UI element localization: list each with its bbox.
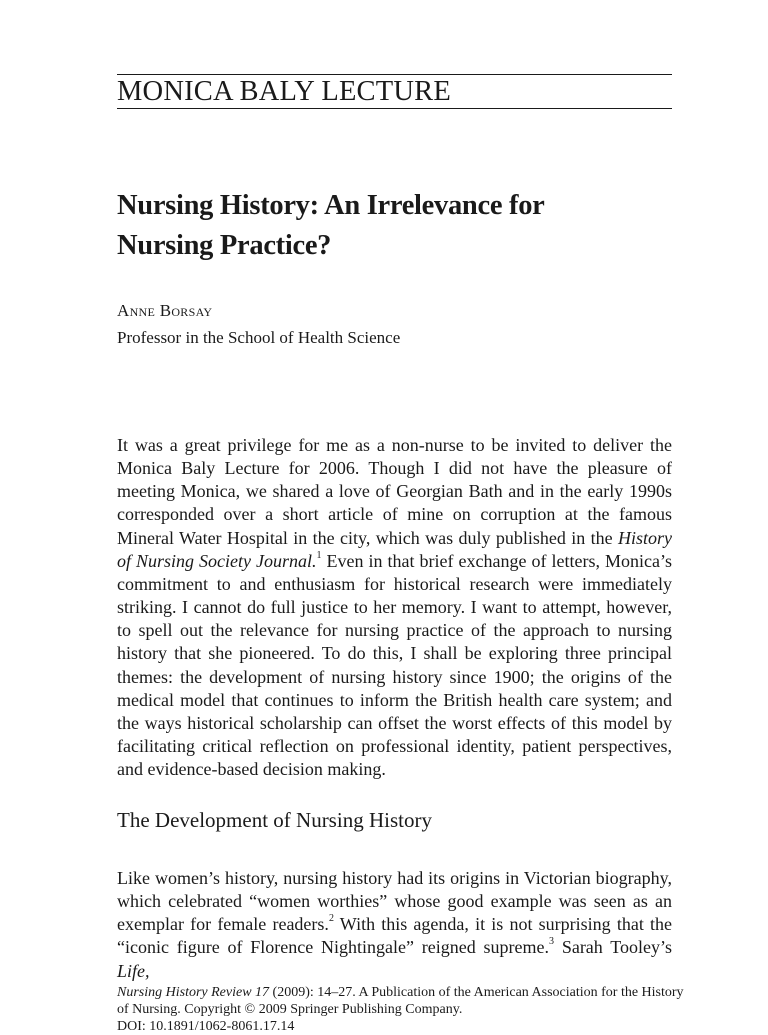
citation-journal: Nursing History Review 17 — [117, 985, 270, 1000]
article-title — [117, 186, 672, 266]
body-paragraph-2 — [117, 867, 672, 983]
section-label: MONICA BALY LECTURE — [117, 76, 451, 107]
section-header — [117, 74, 672, 109]
title-line-2: Nursing Practice? — [117, 230, 332, 261]
title-line-1: Nursing History: An Irrelevance for — [117, 190, 545, 221]
citation-line-2: of Nursing. Copyright © 2009 Springer Publishing Company. — [117, 1002, 463, 1017]
body-paragraph-1 — [117, 434, 672, 781]
p2-text-b: With this agenda, it is not surprising that the “iconic figure of Florence Nightingale” reigned supreme. — [117, 914, 672, 958]
section-heading: The Development of Nursing History — [117, 808, 432, 832]
citation-details: (2009): 14–27. A Publication of the American Association for the History — [269, 985, 684, 1000]
citation-line-1 — [117, 984, 684, 1001]
citation-footer — [117, 984, 684, 1035]
book-title: Life, — [117, 960, 150, 981]
footnote-ref-2[interactable]: 2 — [328, 913, 334, 925]
p1-text-a: It was a great privilege for me as a non-nurse to be invited to deliver the Monica Baly Lecture for 2006. Though I did not have the pleasure of meeting Monica, we shared a love of Georgian Bath and in the early 1990s corresponded over a short article of mine on corruption at the famous Mineral Water Hospital in the city, which was duly published in the — [117, 435, 672, 548]
author-affiliation: Professor in the School of Health Science — [117, 328, 401, 347]
p1-text-b: Even in that brief exchange of letters, Monica’s commitment to and enthusiasm for historical research were immediately striking. I cannot do full justice to her memory. I want to attempt, however, to spell out the relevance for nursing practice of the approach to nursing history that she pioneered. To do this, I shall be exploring three principal themes: the development of nursing history since 1900; the origins of the medical model that continues to inform the British health care system; and the ways historical scholarship can offset the worst effects of this model by facilitating critical reflection on professional identity, patient perspectives, and evidence-based decision making. — [117, 550, 672, 780]
p2-text-c: Sarah Tooley’s — [554, 937, 672, 958]
footnote-ref-3[interactable]: 3 — [549, 936, 555, 948]
author-name: Anne Borsay — [117, 301, 213, 320]
footnote-ref-1[interactable]: 1 — [316, 549, 322, 561]
journal-title: History of Nursing Society Journal. — [117, 527, 672, 571]
citation-doi[interactable]: DOI: 10.1891/1062-8061.17.14 — [117, 1019, 295, 1034]
p2-text-a: Like women’s history, nursing history had its origins in Victorian biography, which celebrated “women worthies” whose good example was seen as an exemplar for female readers. — [117, 868, 672, 935]
